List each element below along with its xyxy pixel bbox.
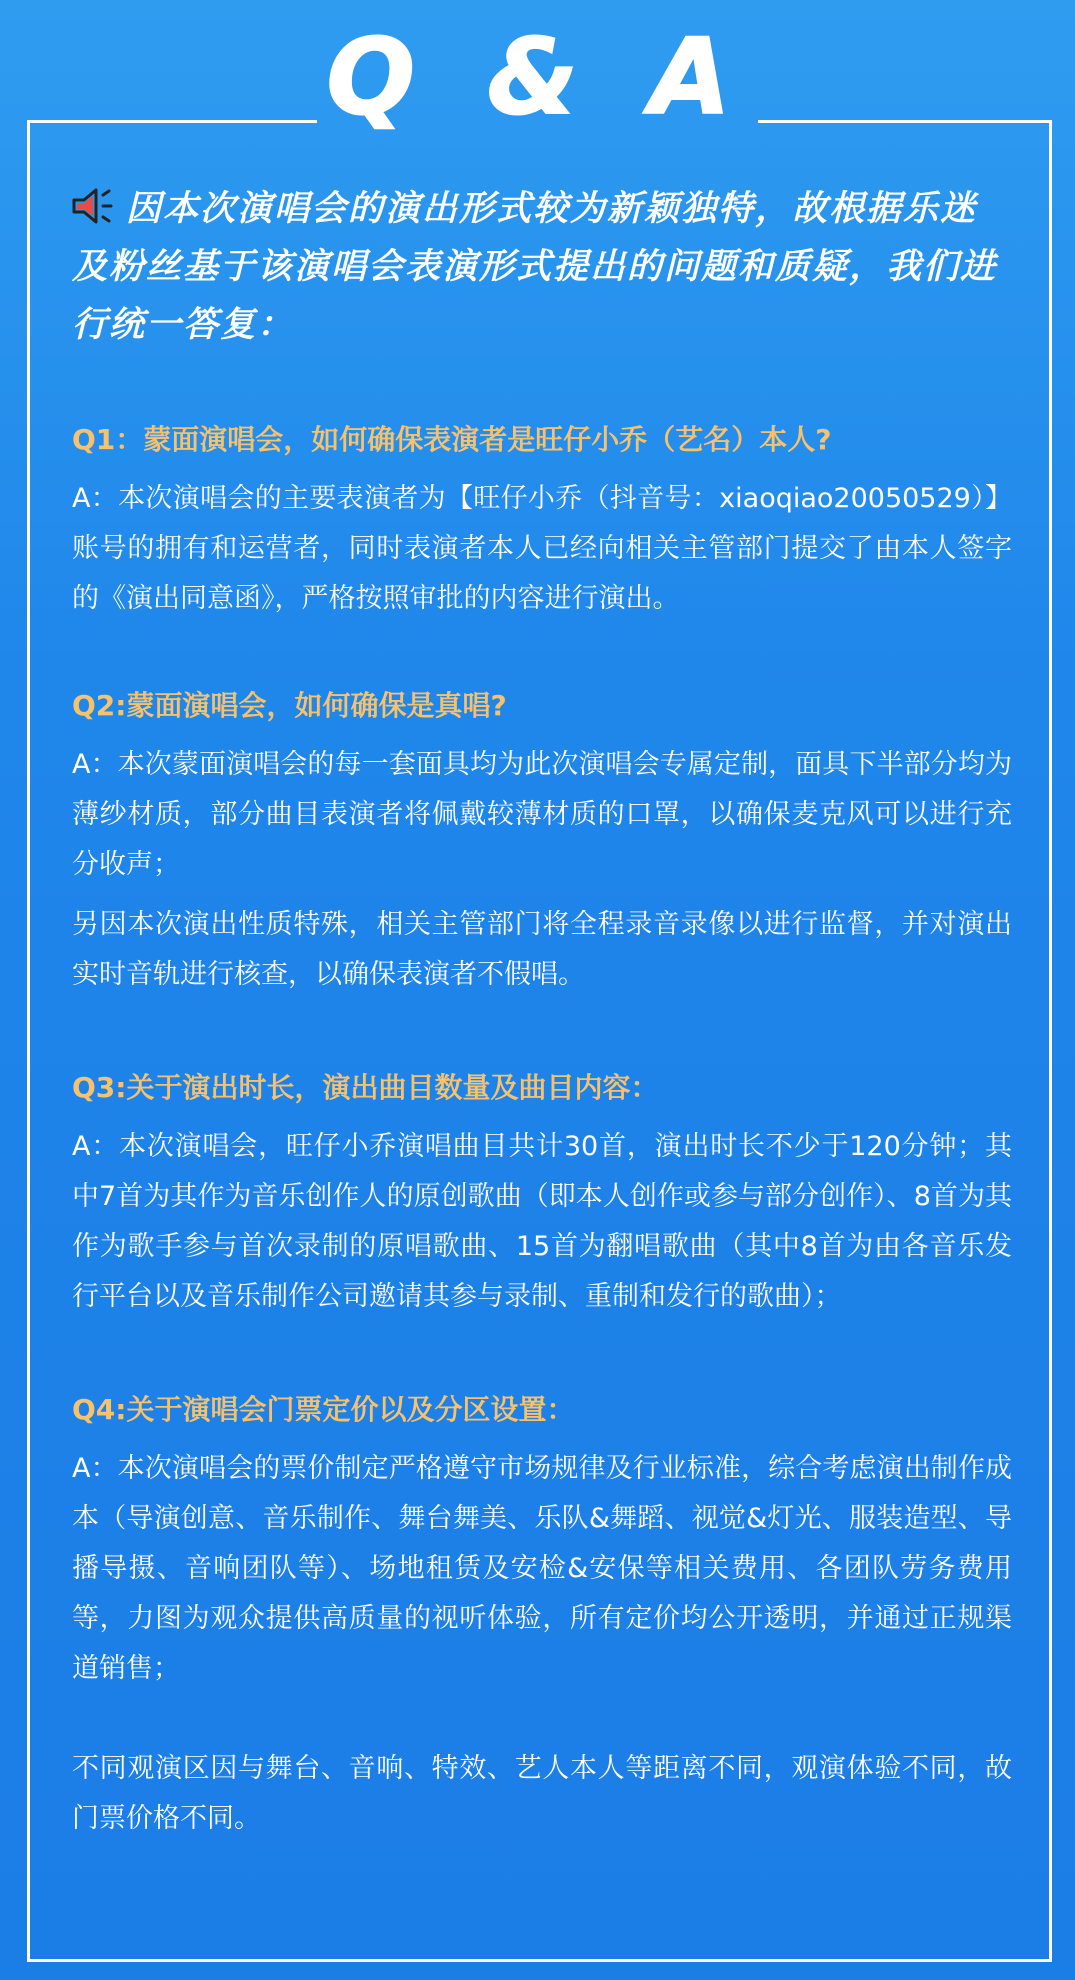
qa-item-4 bbox=[72, 1388, 1012, 1694]
answer-1: A：本次演唱会的主要表演者为【旺仔小乔（抖音号：xiaoqiao20050529）】账号的拥有和运营者，同时表演者本人已经向相关主管部门提交了由本人签字的《演出同意函》，严格按照审批的内容进行演出。 bbox=[72, 483, 1012, 614]
closing-paragraph: 不同观演区因与舞台、音响、特效、艺人本人等距离不同，观演体验不同，故门票价格不同。 bbox=[72, 1753, 1012, 1834]
answer-3: A：本次演唱会，旺仔小乔演唱曲目共计30首，演出时长不少于120分钟；其中7首为其作为音乐创作人的原创歌曲（即本人创作或参与部分创作）、8首为其作为歌手参与首次录制的原唱歌曲、15首为翻唱歌曲（其中8首为由各音乐发行平台以及音乐制作公司邀请其参与录制、重制和发行的歌曲）； bbox=[72, 1131, 1012, 1312]
intro-paragraph bbox=[72, 180, 1012, 354]
question-1: Q1：蒙面演唱会，如何确保表演者是旺仔小乔（艺名）本人? bbox=[72, 423, 832, 456]
question-4: Q4:关于演唱会门票定价以及分区设置： bbox=[72, 1393, 575, 1426]
answer-2-part-2: 另因本次演出性质特殊，相关主管部门将全程录音录像以进行监督，并对演出实时音轨进行核查，以确保表演者不假唱。 bbox=[72, 909, 1012, 990]
main-content bbox=[72, 180, 1012, 1844]
qa-item-2 bbox=[72, 684, 1012, 1000]
question-3: Q3:关于演出时长，演出曲目数量及曲目内容： bbox=[72, 1071, 659, 1104]
qa-item-3 bbox=[72, 1066, 1012, 1322]
page-title: Q & A bbox=[326, 16, 749, 138]
intro-text: 因本次演唱会的演出形式较为新颖独特，故根据乐迷及粉丝基于该演唱会表演形式提出的问题和质疑，我们进行统一答复： bbox=[72, 189, 998, 345]
speaker-icon bbox=[72, 188, 120, 224]
qa-item-1 bbox=[72, 418, 1012, 624]
answer-2-part-1: A：本次蒙面演唱会的每一套面具均为此次演唱会专属定制，面具下半部分均为薄纱材质，部分曲目表演者将佩戴较薄材质的口罩，以确保麦克风可以进行充分收声； bbox=[72, 749, 1012, 880]
answer-4: A：本次演唱会的票价制定严格遵守市场规律及行业标准，综合考虑演出制作成本（导演创意、音乐制作、舞台舞美、乐队&舞蹈、视觉&灯光、服装造型、导播导摄、音响团队等）、场地租赁及安检&安保等相关费用、各团队劳务费用等，力图为观众提供高质量的视听体验，所有定价均公开透明，并通过正规渠道销售； bbox=[72, 1453, 1012, 1684]
question-2: Q2:蒙面演唱会，如何确保是真唱? bbox=[72, 689, 507, 722]
